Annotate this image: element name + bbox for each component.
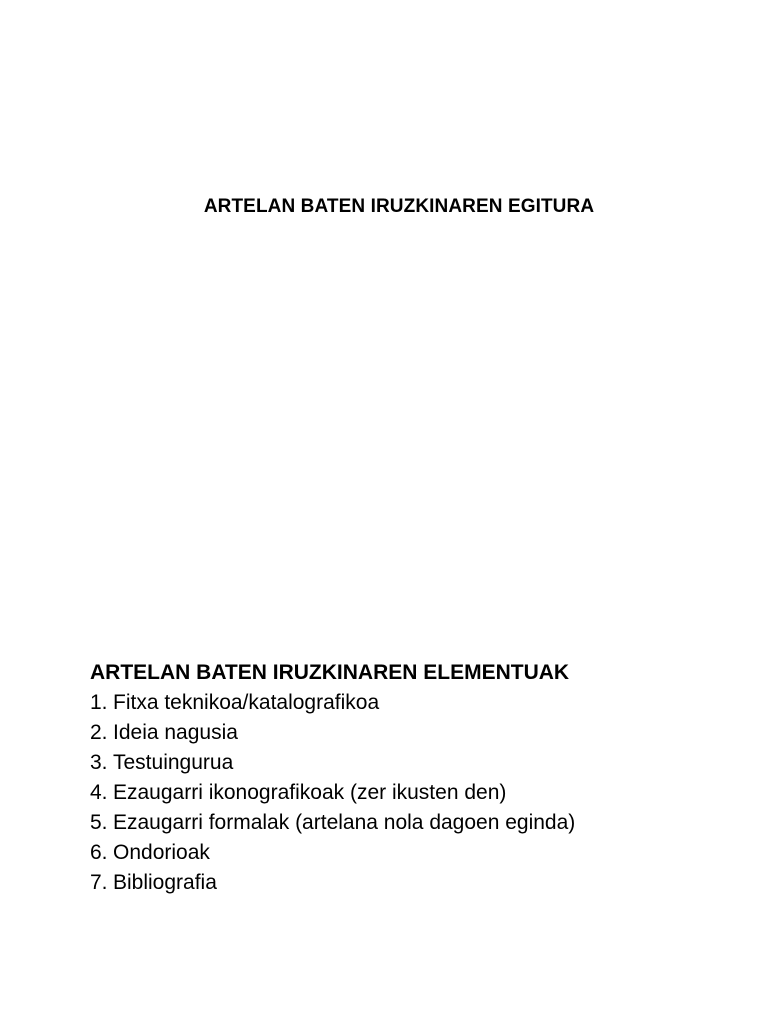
list-item-text: Ideia nagusia bbox=[113, 721, 238, 744]
list-item-text: Ondorioak bbox=[113, 841, 210, 864]
list-item-text: Ezaugarri ikonografikoak (zer ikusten den) bbox=[113, 781, 507, 804]
list-item bbox=[90, 778, 730, 808]
elements-section bbox=[90, 658, 730, 898]
list-item-number: 3. bbox=[90, 751, 108, 774]
list-item-number: 7. bbox=[90, 871, 108, 894]
list-item-text: Fitxa teknikoa/katalografikoa bbox=[113, 691, 380, 714]
list-item bbox=[90, 688, 730, 718]
list-item-number: 2. bbox=[90, 721, 108, 744]
elements-list bbox=[90, 688, 730, 898]
list-item-text: Testuingurua bbox=[113, 751, 234, 774]
list-item-number: 1. bbox=[90, 691, 108, 714]
page-title: ARTELAN BATEN IRUZKINAREN EGITURA bbox=[203, 196, 595, 217]
list-item-text: Ezaugarri formalak (artelana nola dagoen eginda) bbox=[113, 811, 576, 834]
elements-heading: ARTELAN BATEN IRUZKINAREN ELEMENTUAK bbox=[90, 661, 570, 684]
list-item bbox=[90, 718, 730, 748]
list-item bbox=[90, 868, 730, 898]
list-item bbox=[90, 808, 730, 838]
list-item-number: 4. bbox=[90, 781, 108, 804]
list-item bbox=[90, 838, 730, 868]
list-item-number: 5. bbox=[90, 811, 108, 834]
list-item bbox=[90, 748, 730, 778]
list-item-number: 6. bbox=[90, 841, 108, 864]
list-item-text: Bibliografia bbox=[113, 871, 217, 894]
